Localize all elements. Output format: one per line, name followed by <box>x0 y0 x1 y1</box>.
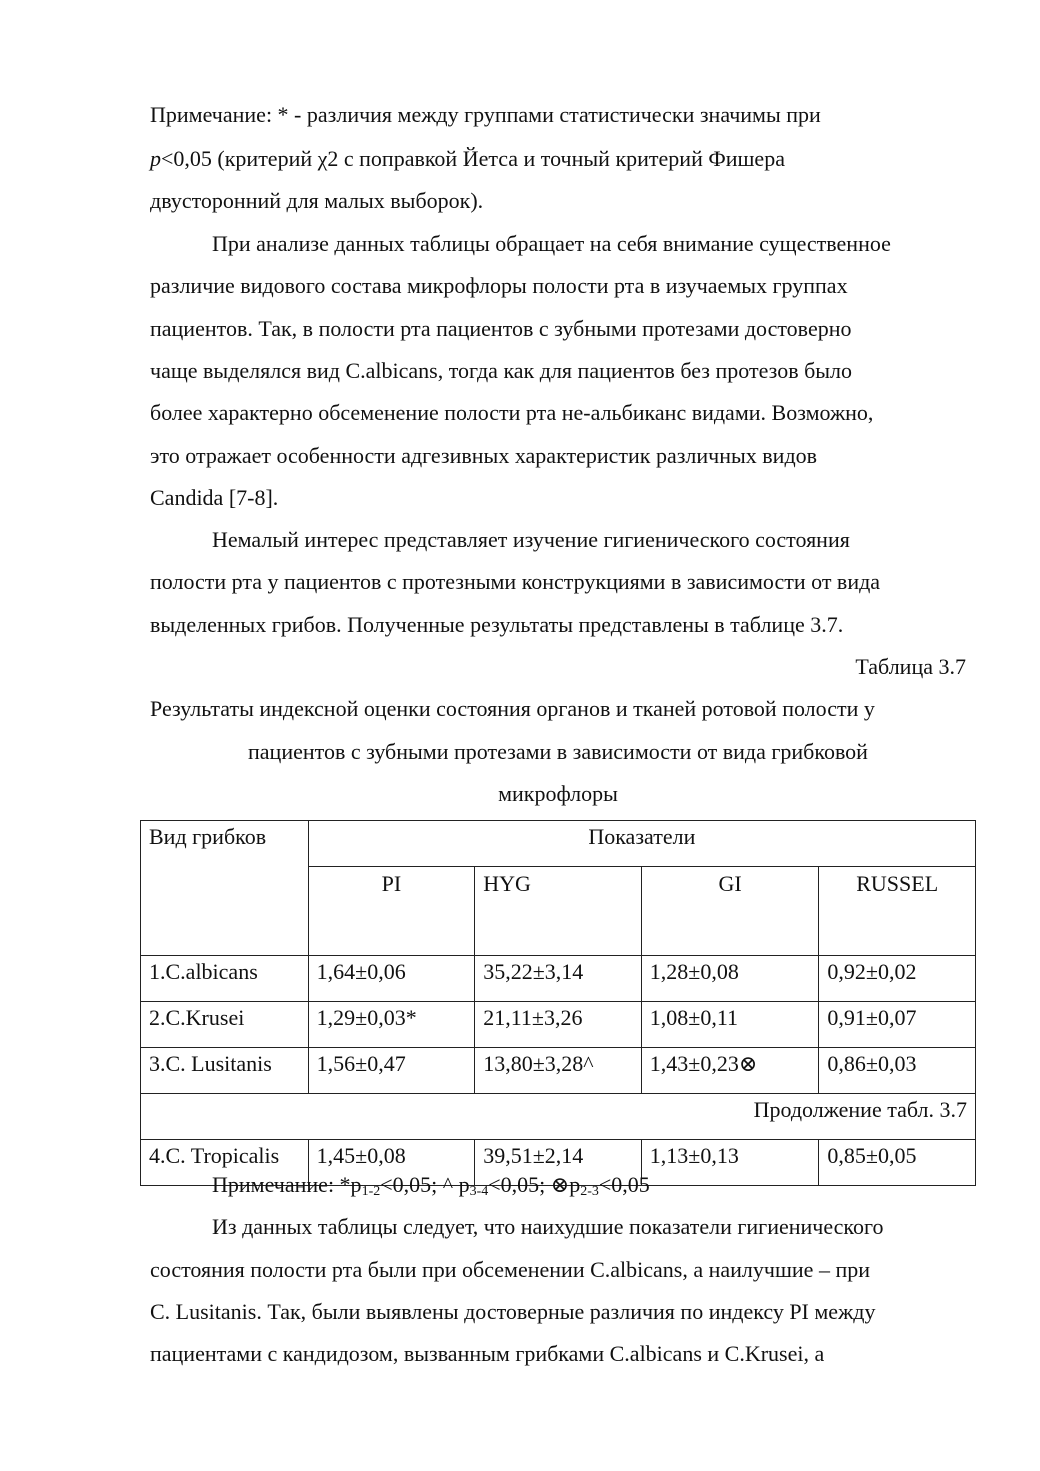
paragraph-1-line: различие видового состава микрофлоры полости рта в изучаемых группах <box>150 273 848 298</box>
table-note-part: <0,05 <box>598 1172 650 1197</box>
table-row <box>141 956 976 1002</box>
table-note-part: <0,05; ^ р <box>380 1172 470 1197</box>
cell-pi: 1,45±0,08 <box>308 1140 475 1186</box>
table-title-line: микрофлоры <box>498 781 618 806</box>
header-hyg: HYG <box>475 867 642 956</box>
table-header-row <box>141 821 976 867</box>
table-note-subscript: 2-3 <box>580 1184 599 1199</box>
paragraph-1-line: пациентов. Так, в полости рта пациентов с зубными протезами достоверно <box>150 316 852 341</box>
paragraph-3-line: состояния полости рта были при обсеменении C.albicans, а наилучшие – при <box>150 1257 870 1282</box>
header-species: Вид грибков <box>141 821 309 956</box>
cell-pi: 1,56±0,47 <box>308 1048 475 1094</box>
cell-hyg: 13,80±3,28^ <box>475 1048 642 1094</box>
cell-species: 4.C. Tropicalis <box>141 1140 309 1186</box>
header-indicators: Показатели <box>308 821 975 867</box>
note-line-2 <box>150 146 785 172</box>
cell-russel: 0,91±0,07 <box>819 1002 976 1048</box>
paragraph-1-line: Candida [7-8]. <box>150 485 279 510</box>
cell-russel: 0,85±0,05 <box>819 1140 976 1186</box>
table-note-part: Примечание: *р <box>212 1172 362 1197</box>
table-note-subscript: 1-2 <box>361 1184 381 1199</box>
cell-pi: 1,29±0,03* <box>308 1002 475 1048</box>
paragraph-2-line: Немалый интерес представляет изучение гигиенического состояния <box>212 527 850 552</box>
header-russel: RUSSEL <box>819 867 976 956</box>
table-title-line: Результаты индексной оценки состояния органов и тканей ротовой полости у <box>150 696 875 721</box>
paragraph-2-line: выделенных грибов. Полученные результаты представлены в таблице 3.7. <box>150 612 844 637</box>
table-note-part: <0,05; ⊗р <box>488 1172 581 1197</box>
paragraph-3-line: C. Lusitanis. Так, были выявлены достоверные различия по индексу PI между <box>150 1299 876 1324</box>
cell-gi: 1,28±0,08 <box>641 956 819 1002</box>
paragraph-1-line: это отражает особенности адгезивных характеристик различных видов <box>150 443 818 468</box>
cell-gi: 1,13±0,13 <box>641 1140 819 1186</box>
paragraph-3-line: пациентами с кандидозом, вызванным грибками C.albicans и C.Krusei, а <box>150 1341 825 1366</box>
cell-species: 3.C. Lusitanis <box>141 1048 309 1094</box>
header-pi: PI <box>308 867 475 956</box>
note-line-3: двусторонний для малых выборок). <box>150 188 484 213</box>
table-note-subscript: 3-4 <box>469 1184 489 1199</box>
header-gi: GI <box>641 867 819 956</box>
cell-russel: 0,86±0,03 <box>819 1048 976 1094</box>
cell-species: 1.C.albicans <box>141 956 309 1002</box>
paragraph-2-line: полости рта у пациентов с протезными конструкциями в зависимости от вида <box>150 569 881 594</box>
cell-pi: 1,64±0,06 <box>308 956 475 1002</box>
table-continuation-label: Продолжение табл. 3.7 <box>141 1094 976 1140</box>
indices-table <box>140 820 976 1186</box>
table-title-line: пациентов с зубными протезами в зависимости от вида грибковой <box>248 739 868 764</box>
p-symbol: p <box>150 146 161 171</box>
cell-russel: 0,92±0,02 <box>819 956 976 1002</box>
table-label: Таблица 3.7 <box>855 654 966 679</box>
table-row <box>141 1002 976 1048</box>
cell-gi: 1,08±0,11 <box>641 1002 819 1048</box>
cell-hyg: 39,51±2,14 <box>475 1140 642 1186</box>
paragraph-1-line: чаще выделялся вид C.albicans, тогда как для пациентов без протезов было <box>150 358 853 383</box>
table-row <box>141 1048 976 1094</box>
paragraph-3-line: Из данных таблицы следует, что наихудшие показатели гигиенического <box>212 1214 884 1239</box>
note-line-2-text: <0,05 (критерий χ2 с поправкой Йетса и точный критерий Фишера <box>161 146 785 171</box>
paragraph-1-line: более характерно обсеменение полости рта не-альбиканс видами. Возможно, <box>150 400 874 425</box>
cell-hyg: 21,11±3,26 <box>475 1002 642 1048</box>
cell-gi: 1,43±0,23⊗ <box>641 1048 819 1094</box>
note-line-1: Примечание: * - различия между группами статистически значимы при <box>150 102 821 127</box>
paragraph-1-line: При анализе данных таблицы обращает на себя внимание существенное <box>212 231 891 256</box>
table-continuation-row <box>141 1094 976 1140</box>
cell-hyg: 35,22±3,14 <box>475 956 642 1002</box>
cell-species: 2.C.Krusei <box>141 1002 309 1048</box>
table-note <box>212 1172 650 1198</box>
